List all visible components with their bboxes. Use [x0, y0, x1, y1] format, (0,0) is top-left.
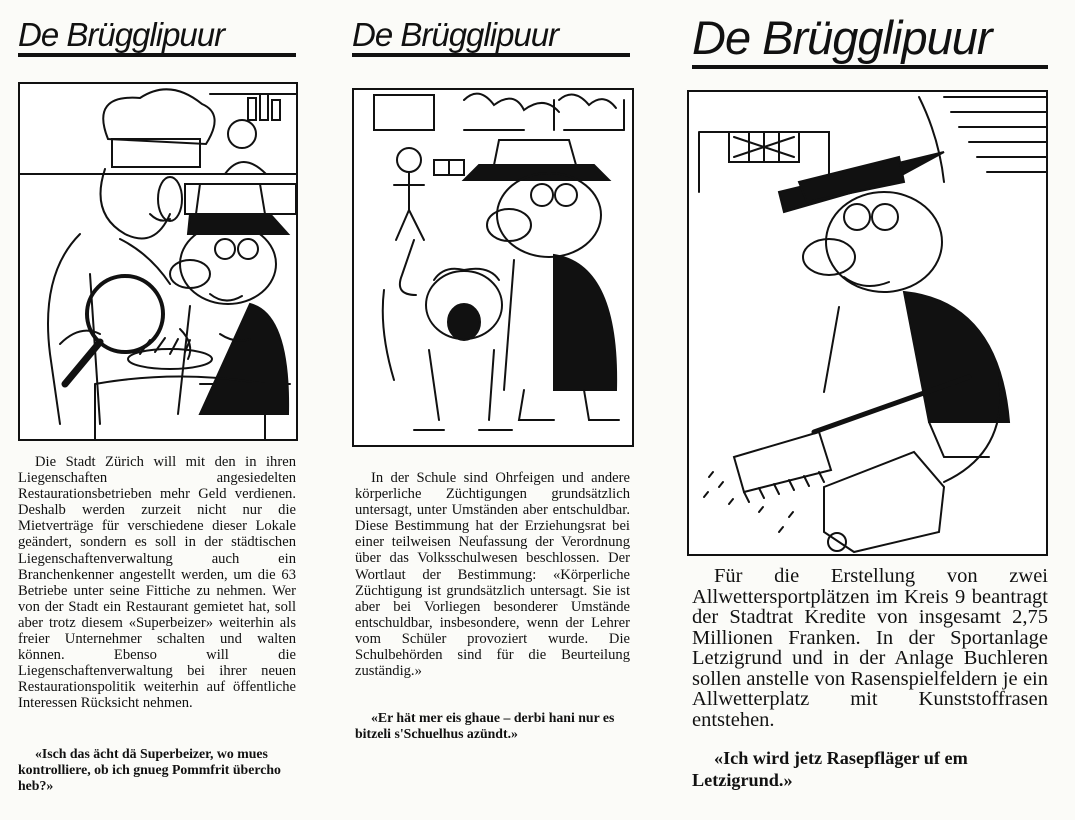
- cartoon-turf: [687, 90, 1048, 556]
- cartoon-caption: «Er hät mer eis ghaue – derbi hani nur es bitzeli s'Schuelhus azündt.»: [355, 710, 615, 741]
- cartoon-caption: «Ich wird jetz Rasepfläger uf em Letzigrund.»: [692, 748, 968, 790]
- article-text: Für die Erstellung von zwei Allwettersportplätzen im Kreis 9 beantragt der Stadtrat Kredite von insgesamt 2,75 Millionen Franken. In der Sportanlage Letzigrund und in der Anlage Buchleren sollen anstelle von Rasenspielfeldern je ein Allwetterplatz mit Kunststoffrasen entstehen.: [692, 565, 1048, 731]
- cartoon-school-drawing: [354, 90, 632, 445]
- masthead: De Brügglipuur: [692, 14, 1048, 69]
- cartoon-school: [352, 88, 634, 447]
- masthead: De Brügglipuur: [18, 18, 296, 57]
- article-text: In der Schule sind Ohrfeigen und andere körperliche Züchtigungen grundsätzlich untersagt, unter Umständen aber entschuldbar. Diese Bestimmung hat der Erziehungsrat bei einer teilweisen Neufassung der Verordnung über das Volksschulwesen beschlossen. Der Wortlaut der Bestimmung: «Körperliche Züchtigung ist grundsätzlich untersagt. Sie ist aber bei Vorliegen besonderer Umstände entschuldbar, insbesondere, wenn der Lehrer vom Schüler provoziert wurde. Die Schulbehörden sind für die Beurteilung zuständig.»: [355, 470, 630, 680]
- masthead: De Brügglipuur: [352, 18, 630, 57]
- cartoon-restaurant: [18, 82, 298, 441]
- cartoon-turf-drawing: [689, 92, 1046, 554]
- article-text: Die Stadt Zürich will mit den in ihren Liegenschaften angesiedelten Restaurationsbetrieben mehr Geld verdienen. Deshalb werden zurzeit nicht nur die Mietverträge für verschiedene dieser Lokale geändert, sondern es soll in der städtischen Liegenschaftenverwaltung auch ein Branchenkenner angestellt werden, um die 63 Betriebe unter seine Fittiche zu nehmen. Wer von der Stadt ein Restaurant gemietet hat, soll aber trotz diesem «Superbeizer» weiterhin als freier Unternehmer schalten und walten können. Ebenso will die Liegenschaftenverwaltung bei ihrer neuen Restaurationspolitik weiterhin auf öffentliche Interessen Rücksicht nehmen.: [18, 454, 296, 712]
- cartoon-caption: «Isch das ächt dä Superbeizer, wo mues kontrolliere, ob ich gnueg Pommfrit übercho heb?»: [18, 746, 281, 793]
- cartoon-restaurant-drawing: [20, 84, 296, 439]
